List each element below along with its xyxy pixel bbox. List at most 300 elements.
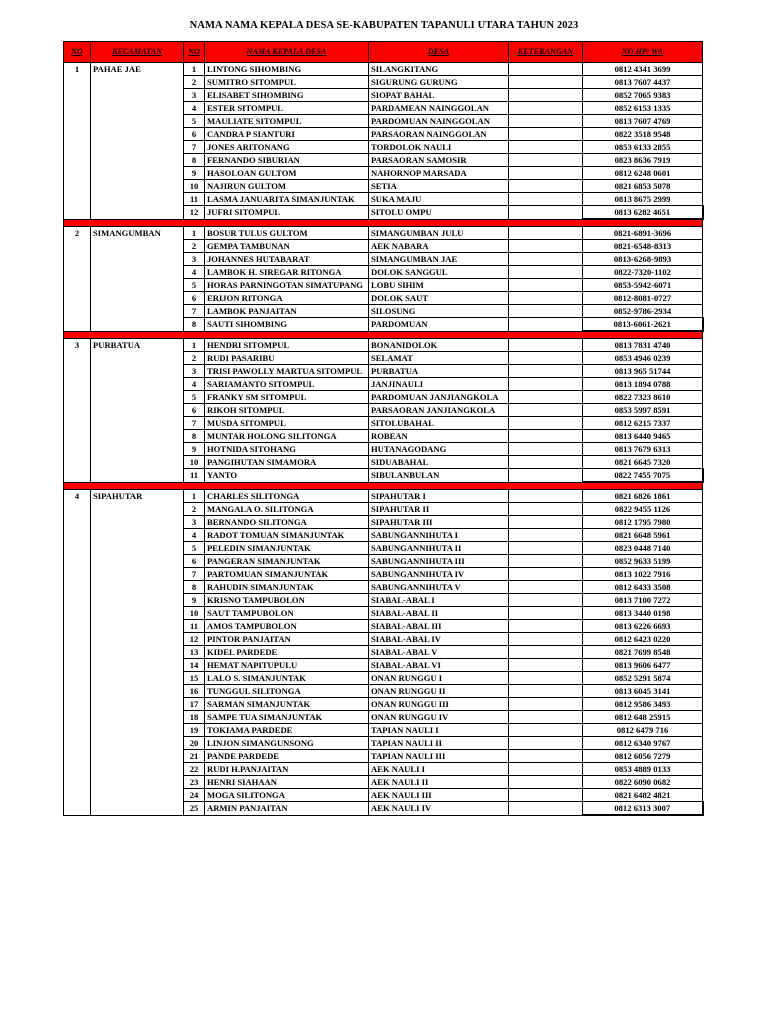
group-separator [64, 219, 703, 227]
cell-kecamatan-no [64, 206, 91, 220]
cell-row-number: 1 [184, 490, 205, 503]
cell-nama-kepala-desa: MUSDA SITOMPUL [205, 417, 369, 430]
cell-row-number: 4 [184, 529, 205, 542]
cell-nama-kepala-desa: RAHUDIN SIMANJUNTAK [205, 581, 369, 594]
cell-kecamatan [91, 763, 184, 776]
cell-nama-kepala-desa: BERNANDO SILITONGA [205, 516, 369, 529]
cell-phone: 0822-7320-1102 [583, 266, 703, 279]
cell-kecamatan [91, 180, 184, 193]
cell-kecamatan [91, 516, 184, 529]
cell-kecamatan: SIMANGUMBAN [91, 227, 184, 240]
cell-row-number: 8 [184, 154, 205, 167]
cell-kecamatan [91, 266, 184, 279]
table-row [64, 141, 703, 154]
cell-desa: SUKA MAJU [369, 193, 509, 206]
table-row [64, 89, 703, 102]
cell-keterangan [509, 253, 583, 266]
table-row [64, 154, 703, 167]
cell-nama-kepala-desa: LAMBOK PANJAITAN [205, 305, 369, 318]
cell-row-number: 12 [184, 633, 205, 646]
separator-bar [64, 219, 703, 227]
cell-phone: 0853 4889 0133 [583, 763, 703, 776]
cell-nama-kepala-desa: PARTOMUAN SIMANJUNTAK [205, 568, 369, 581]
cell-phone: 0813 7831 4740 [583, 339, 703, 352]
cell-phone: 0822 6090 0682 [583, 776, 703, 789]
cell-keterangan [509, 763, 583, 776]
cell-keterangan [509, 318, 583, 332]
cell-kecamatan-no [64, 115, 91, 128]
cell-keterangan [509, 542, 583, 555]
cell-kecamatan [91, 737, 184, 750]
cell-keterangan [509, 128, 583, 141]
table-row [64, 672, 703, 685]
cell-row-number: 4 [184, 102, 205, 115]
table-row [64, 607, 703, 620]
table-row [64, 180, 703, 193]
cell-phone: 0853 6133 2855 [583, 141, 703, 154]
table-row [64, 503, 703, 516]
cell-keterangan [509, 180, 583, 193]
cell-nama-kepala-desa: RUDI H.PANJAITAN [205, 763, 369, 776]
cell-keterangan [509, 193, 583, 206]
cell-keterangan [509, 404, 583, 417]
cell-nama-kepala-desa: SAUT TAMPUBOLON [205, 607, 369, 620]
cell-nama-kepala-desa: TOKIAMA PARDEDE [205, 724, 369, 737]
table-row [64, 776, 703, 789]
cell-kecamatan [91, 672, 184, 685]
cell-keterangan [509, 206, 583, 220]
cell-desa: SIABAL-ABAL IV [369, 633, 509, 646]
cell-desa: SIPAHUTAR III [369, 516, 509, 529]
cell-desa: SIDUABAHAL [369, 456, 509, 469]
cell-keterangan [509, 378, 583, 391]
cell-keterangan [509, 659, 583, 672]
cell-keterangan [509, 607, 583, 620]
cell-row-number: 9 [184, 167, 205, 180]
table-row [64, 365, 703, 378]
cell-nama-kepala-desa: MAULIATE SITOMPUL [205, 115, 369, 128]
cell-desa: SABUNGANNIHUTA II [369, 542, 509, 555]
table-header-row [64, 42, 703, 63]
cell-kecamatan [91, 620, 184, 633]
table-row [64, 802, 703, 816]
cell-phone: 0813 6440 9465 [583, 430, 703, 443]
table-row [64, 63, 703, 76]
cell-kecamatan-no [64, 443, 91, 456]
cell-phone: 0822 9455 1126 [583, 503, 703, 516]
cell-phone: 0821 7699 8548 [583, 646, 703, 659]
table-row [64, 469, 703, 483]
cell-keterangan [509, 430, 583, 443]
table-row [64, 128, 703, 141]
header-nama-kepala-desa: NAMA KEPALA DESA [205, 42, 369, 63]
cell-kecamatan-no [64, 516, 91, 529]
cell-keterangan [509, 292, 583, 305]
cell-desa: SILOSUNG [369, 305, 509, 318]
cell-phone: 0812 6248 0601 [583, 167, 703, 180]
cell-kecamatan [91, 154, 184, 167]
cell-phone: 0813 6282 4651 [583, 206, 703, 220]
table-row [64, 404, 703, 417]
cell-nama-kepala-desa: HENRI SIAHAAN [205, 776, 369, 789]
cell-kecamatan-no [64, 141, 91, 154]
cell-desa: ONAN RUNGGU I [369, 672, 509, 685]
cell-desa: SIABAL-ABAL V [369, 646, 509, 659]
cell-kecamatan-no [64, 352, 91, 365]
cell-row-number: 1 [184, 339, 205, 352]
table-row [64, 698, 703, 711]
cell-desa: SILANGKITANG [369, 63, 509, 76]
cell-desa: BONANIDOLOK [369, 339, 509, 352]
cell-desa: SIMANGUMBAN JULU [369, 227, 509, 240]
cell-nama-kepala-desa: LINTONG SIHOMBING [205, 63, 369, 76]
cell-keterangan [509, 503, 583, 516]
cell-kecamatan [91, 581, 184, 594]
cell-kecamatan-no [64, 607, 91, 620]
cell-nama-kepala-desa: PANDE PARDEDE [205, 750, 369, 763]
cell-kecamatan [91, 633, 184, 646]
header-desa: DESA [369, 42, 509, 63]
cell-keterangan [509, 724, 583, 737]
cell-nama-kepala-desa: FERNANDO SIBURIAN [205, 154, 369, 167]
table-row [64, 542, 703, 555]
cell-phone: 0821 6645 7320 [583, 456, 703, 469]
cell-desa: SIABAL-ABAL VI [369, 659, 509, 672]
cell-nama-kepala-desa: MANGALA O. SILITONGA [205, 503, 369, 516]
cell-phone: 0813 8675 2999 [583, 193, 703, 206]
cell-kecamatan [91, 659, 184, 672]
cell-phone: 0821 6482 4821 [583, 789, 703, 802]
cell-keterangan [509, 154, 583, 167]
cell-desa: SIABAL-ABAL I [369, 594, 509, 607]
cell-phone: 0852 9633 5199 [583, 555, 703, 568]
cell-row-number: 10 [184, 180, 205, 193]
cell-kecamatan [91, 555, 184, 568]
cell-row-number: 14 [184, 659, 205, 672]
cell-keterangan [509, 620, 583, 633]
cell-phone: 0812 6215 7337 [583, 417, 703, 430]
cell-phone: 0813 7607 4769 [583, 115, 703, 128]
header-no: NO [64, 42, 91, 63]
header-no-urut: NO [184, 42, 205, 63]
cell-keterangan [509, 76, 583, 89]
cell-desa: ONAN RUNGGU II [369, 685, 509, 698]
cell-row-number: 7 [184, 141, 205, 154]
table-row [64, 685, 703, 698]
cell-nama-kepala-desa: NAJIRUN GULTOM [205, 180, 369, 193]
cell-row-number: 5 [184, 279, 205, 292]
table-row [64, 206, 703, 220]
cell-desa: AEK NAULI II [369, 776, 509, 789]
cell-row-number: 8 [184, 581, 205, 594]
cell-kecamatan-no [64, 456, 91, 469]
cell-phone: 0812 6056 7279 [583, 750, 703, 763]
cell-phone: 0813 6226 6693 [583, 620, 703, 633]
cell-desa: HUTANAGODANG [369, 443, 509, 456]
cell-keterangan [509, 141, 583, 154]
cell-phone: 0853 5997 8591 [583, 404, 703, 417]
table-row [64, 253, 703, 266]
cell-phone: 0813-6268-9893 [583, 253, 703, 266]
cell-kecamatan [91, 240, 184, 253]
cell-kecamatan-no [64, 646, 91, 659]
cell-kecamatan [91, 698, 184, 711]
cell-row-number: 6 [184, 404, 205, 417]
cell-desa: AEK NAULI I [369, 763, 509, 776]
cell-phone: 0812 6423 0220 [583, 633, 703, 646]
cell-desa: AEK NAULI IV [369, 802, 509, 816]
cell-desa: SABUNGANNIHUTA IV [369, 568, 509, 581]
cell-row-number: 4 [184, 266, 205, 279]
cell-kecamatan-no [64, 542, 91, 555]
cell-phone: 0821 6648 5961 [583, 529, 703, 542]
cell-phone: 0812-8081-0727 [583, 292, 703, 305]
cell-kecamatan [91, 607, 184, 620]
cell-kecamatan [91, 724, 184, 737]
cell-desa: SIABAL-ABAL III [369, 620, 509, 633]
cell-phone: 0813 7679 6313 [583, 443, 703, 456]
cell-row-number: 8 [184, 430, 205, 443]
cell-kecamatan [91, 167, 184, 180]
cell-nama-kepala-desa: TRISI PAWOLLY MARTUA SITOMPUL [205, 365, 369, 378]
cell-keterangan [509, 789, 583, 802]
cell-desa: PURBATUA [369, 365, 509, 378]
separator-bar [64, 482, 703, 490]
table-row [64, 516, 703, 529]
header-kecamatan: KECAMATAN [91, 42, 184, 63]
table-row [64, 620, 703, 633]
cell-nama-kepala-desa: LAMBOK H. SIREGAR RITONGA [205, 266, 369, 279]
cell-nama-kepala-desa: HOTNIDA SITOHANG [205, 443, 369, 456]
table-row [64, 555, 703, 568]
cell-phone: 0813 6045 3141 [583, 685, 703, 698]
cell-desa: SABUNGANNIHUTA I [369, 529, 509, 542]
cell-kecamatan [91, 711, 184, 724]
cell-kecamatan-no [64, 128, 91, 141]
cell-row-number: 12 [184, 206, 205, 220]
cell-nama-kepala-desa: ARMIN PANJAITAN [205, 802, 369, 816]
cell-kecamatan [91, 568, 184, 581]
cell-keterangan [509, 391, 583, 404]
cell-kecamatan [91, 292, 184, 305]
cell-kecamatan-no [64, 659, 91, 672]
cell-nama-kepala-desa: PELEDIN SIMANJUNTAK [205, 542, 369, 555]
cell-row-number: 20 [184, 737, 205, 750]
cell-row-number: 6 [184, 555, 205, 568]
cell-desa: SIBULANBULAN [369, 469, 509, 483]
cell-kecamatan-no [64, 193, 91, 206]
cell-keterangan [509, 339, 583, 352]
cell-kecamatan [91, 456, 184, 469]
cell-desa: PARDOMUAN [369, 318, 509, 332]
cell-desa: SABUNGANNIHUTA V [369, 581, 509, 594]
cell-desa: TAPIAN NAULI I [369, 724, 509, 737]
cell-kecamatan [91, 594, 184, 607]
cell-kecamatan-no [64, 318, 91, 332]
cell-kecamatan [91, 750, 184, 763]
cell-nama-kepala-desa: CANDRA P SIANTURI [205, 128, 369, 141]
cell-nama-kepala-desa: HASOLOAN GULTOM [205, 167, 369, 180]
cell-kecamatan-no [64, 365, 91, 378]
cell-keterangan [509, 469, 583, 483]
cell-nama-kepala-desa: JOHANNES HUTABARAT [205, 253, 369, 266]
header-keterangan: KETERANGAN [509, 42, 583, 63]
cell-desa: SIMANGUMBAN JAE [369, 253, 509, 266]
cell-keterangan [509, 417, 583, 430]
cell-keterangan [509, 305, 583, 318]
table-row [64, 167, 703, 180]
table-row [64, 240, 703, 253]
cell-kecamatan: PAHAE JAE [91, 63, 184, 76]
cell-kecamatan-no [64, 305, 91, 318]
cell-kecamatan [91, 141, 184, 154]
cell-phone: 0812 648 25915 [583, 711, 703, 724]
table-row [64, 266, 703, 279]
document-title: NAMA NAMA KEPALA DESA SE-KABUPATEN TAPANULI UTARA TAHUN 2023 [189, 20, 579, 31]
cell-desa: SITOLUBAHAL [369, 417, 509, 430]
cell-kecamatan [91, 529, 184, 542]
cell-nama-kepala-desa: ERIJON RITONGA [205, 292, 369, 305]
cell-kecamatan [91, 318, 184, 332]
cell-keterangan [509, 240, 583, 253]
cell-nama-kepala-desa: HEMAT NAPITUPULU [205, 659, 369, 672]
cell-nama-kepala-desa: MUNTAR HOLONG SILITONGA [205, 430, 369, 443]
cell-kecamatan-no [64, 685, 91, 698]
cell-row-number: 21 [184, 750, 205, 763]
cell-phone: 0821-6891-3696 [583, 227, 703, 240]
table-row [64, 430, 703, 443]
cell-phone: 0813 1022 7916 [583, 568, 703, 581]
cell-phone: 0822 7323 8610 [583, 391, 703, 404]
cell-nama-kepala-desa: RUDI PASARIBU [205, 352, 369, 365]
cell-phone: 0813 7100 7272 [583, 594, 703, 607]
cell-desa: PARDOMUAN NAINGGOLAN [369, 115, 509, 128]
cell-phone: 0823 0448 7140 [583, 542, 703, 555]
cell-row-number: 10 [184, 607, 205, 620]
cell-phone: 0812 4341 3699 [583, 63, 703, 76]
cell-keterangan [509, 529, 583, 542]
cell-keterangan [509, 776, 583, 789]
cell-row-number: 2 [184, 76, 205, 89]
cell-desa: PARDOMUAN JANJIANGKOLA [369, 391, 509, 404]
cell-phone: 0812 6433 3508 [583, 581, 703, 594]
table-row [64, 737, 703, 750]
cell-kecamatan [91, 378, 184, 391]
cell-keterangan [509, 698, 583, 711]
cell-desa: PARSAORAN SAMOSIR [369, 154, 509, 167]
cell-kecamatan-no [64, 594, 91, 607]
cell-kecamatan [91, 352, 184, 365]
cell-row-number: 15 [184, 672, 205, 685]
cell-row-number: 19 [184, 724, 205, 737]
cell-row-number: 2 [184, 240, 205, 253]
cell-desa: ONAN RUNGGU III [369, 698, 509, 711]
cell-row-number: 4 [184, 378, 205, 391]
cell-phone: 0852-9786-2934 [583, 305, 703, 318]
cell-desa: NAHORNOP MARSADA [369, 167, 509, 180]
cell-row-number: 5 [184, 115, 205, 128]
cell-kecamatan [91, 542, 184, 555]
cell-kecamatan [91, 89, 184, 102]
cell-phone: 0813-6061-2621 [583, 318, 703, 332]
table-row [64, 456, 703, 469]
cell-nama-kepala-desa: PANGERAN SIMANJUNTAK [205, 555, 369, 568]
cell-phone: 0813 9606 6477 [583, 659, 703, 672]
cell-row-number: 8 [184, 318, 205, 332]
cell-nama-kepala-desa: SARIAMANTO SITOMPUL [205, 378, 369, 391]
cell-row-number: 5 [184, 391, 205, 404]
cell-phone: 0822 3518 9548 [583, 128, 703, 141]
cell-nama-kepala-desa: RIKOH SITOMPUL [205, 404, 369, 417]
table-row [64, 227, 703, 240]
cell-row-number: 2 [184, 503, 205, 516]
cell-phone: 0813 3440 0198 [583, 607, 703, 620]
table-row [64, 789, 703, 802]
cell-phone: 0812 6479 716 [583, 724, 703, 737]
table-row [64, 318, 703, 332]
cell-phone: 0812 6340 9767 [583, 737, 703, 750]
table-row [64, 417, 703, 430]
cell-kecamatan-no [64, 711, 91, 724]
cell-keterangan [509, 102, 583, 115]
cell-nama-kepala-desa: PINTOR PANJAITAN [205, 633, 369, 646]
cell-keterangan [509, 685, 583, 698]
table-row [64, 391, 703, 404]
cell-kecamatan-no [64, 698, 91, 711]
cell-kecamatan-no: 2 [64, 227, 91, 240]
cell-nama-kepala-desa: SARMAN SIMANJUNTAK [205, 698, 369, 711]
cell-keterangan [509, 443, 583, 456]
cell-kecamatan-no [64, 568, 91, 581]
cell-row-number: 3 [184, 365, 205, 378]
cell-row-number: 2 [184, 352, 205, 365]
cell-nama-kepala-desa: CHARLES SILITONGA [205, 490, 369, 503]
cell-row-number: 11 [184, 193, 205, 206]
cell-row-number: 5 [184, 542, 205, 555]
cell-kecamatan [91, 417, 184, 430]
cell-kecamatan-no [64, 292, 91, 305]
cell-row-number: 17 [184, 698, 205, 711]
table-body [64, 63, 703, 816]
cell-nama-kepala-desa: KRISNO TAMPUBOLON [205, 594, 369, 607]
cell-row-number: 10 [184, 456, 205, 469]
cell-kecamatan [91, 646, 184, 659]
cell-desa: TAPIAN NAULI III [369, 750, 509, 763]
cell-kecamatan-no [64, 102, 91, 115]
cell-kecamatan [91, 365, 184, 378]
cell-keterangan [509, 711, 583, 724]
cell-nama-kepala-desa: LALO S. SIMANJUNTAK [205, 672, 369, 685]
table-row [64, 763, 703, 776]
cell-desa: AEK NABARA [369, 240, 509, 253]
cell-row-number: 11 [184, 620, 205, 633]
separator-bar [64, 331, 703, 339]
cell-keterangan [509, 167, 583, 180]
cell-row-number: 18 [184, 711, 205, 724]
kepala-desa-table [63, 41, 704, 816]
cell-kecamatan-no [64, 180, 91, 193]
cell-nama-kepala-desa: LINJON SIMANGUNSONG [205, 737, 369, 750]
cell-row-number: 6 [184, 292, 205, 305]
cell-kecamatan-no [64, 266, 91, 279]
cell-keterangan [509, 568, 583, 581]
cell-kecamatan-no [64, 76, 91, 89]
cell-keterangan [509, 266, 583, 279]
cell-kecamatan [91, 404, 184, 417]
cell-kecamatan [91, 469, 184, 483]
cell-kecamatan-no [64, 737, 91, 750]
cell-row-number: 3 [184, 253, 205, 266]
